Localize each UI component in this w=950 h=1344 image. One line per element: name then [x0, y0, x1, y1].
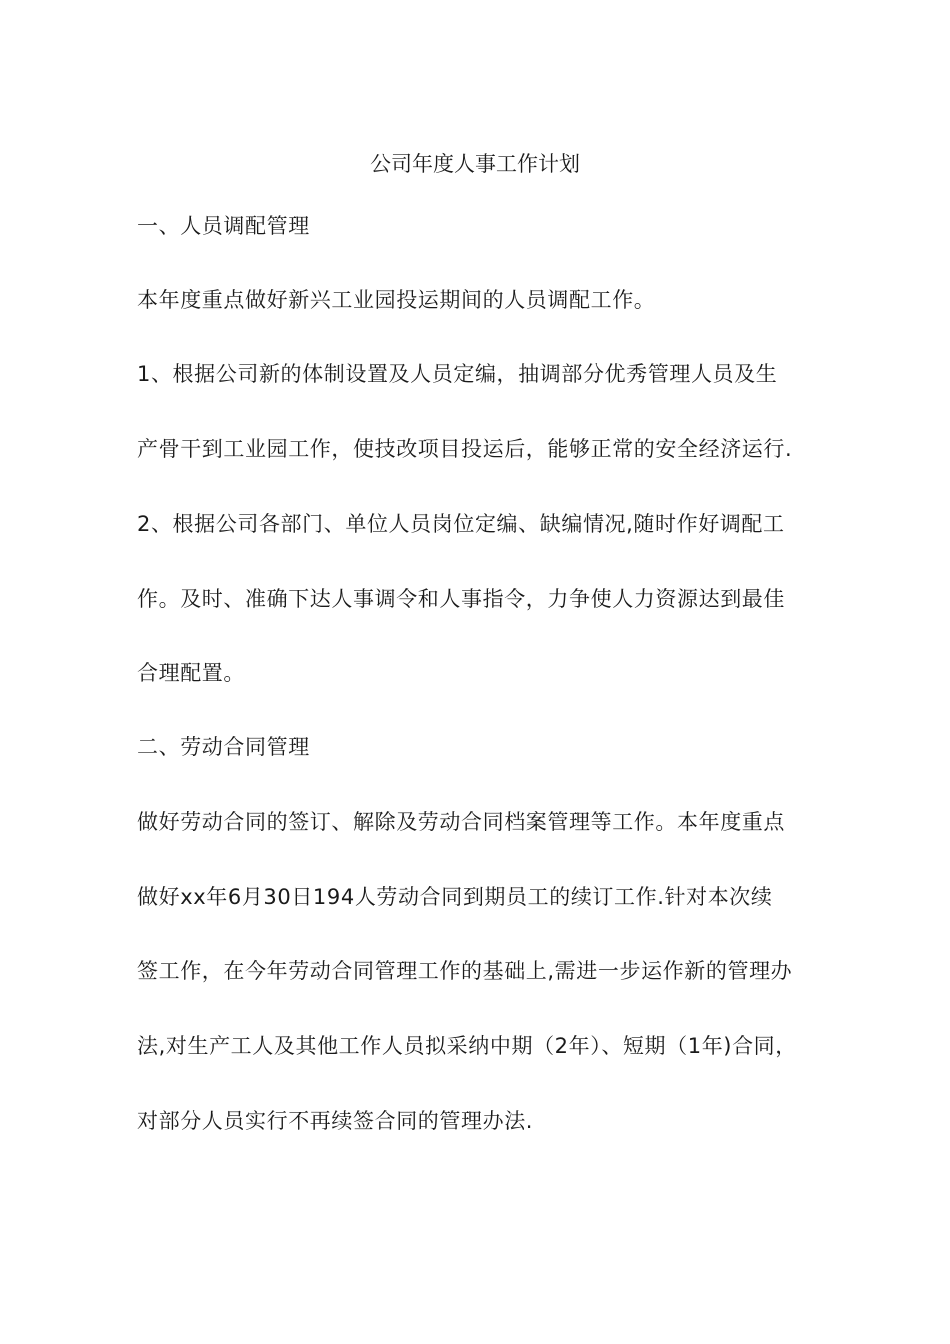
paragraph-line: 2、根据公司各部门、单位人员岗位定编、缺编情况,随时作好调配工	[137, 512, 785, 536]
paragraph-line: 合理配置。	[137, 661, 245, 685]
paragraph-line: 做好劳动合同的签订、解除及劳动合同档案管理等工作。本年度重点	[137, 810, 785, 834]
document-title: 公司年度人事工作计划	[370, 152, 580, 176]
paragraph-line: 对部分人员实行不再续签合同的管理办法.	[137, 1109, 534, 1133]
paragraph-line: 1、根据公司新的体制设置及人员定编，抽调部分优秀管理人员及生	[137, 362, 778, 386]
paragraph-line: 作。及时、准确下达人事调令和人事指令，力争使人力资源达到最佳	[137, 587, 785, 611]
section-heading-staff-allocation: 一、人员调配管理	[137, 214, 310, 238]
paragraph-line: 本年度重点做好新兴工业园投运期间的人员调配工作。	[137, 288, 656, 312]
paragraph-line: 法,对生产工人及其他工作人员拟采纳中期（2年）、短期（1年)合同，	[137, 1034, 797, 1058]
paragraph-line: 做好xx年6月30日194人劳动合同到期员工的续订工作.针对本次续	[137, 885, 773, 909]
paragraph-line: 签工作，在今年劳动合同管理工作的基础上,需进一步运作新的管理办	[137, 959, 793, 983]
paragraph-line: 产骨干到工业园工作，使技改项目投运后，能够正常的安全经济运行.	[137, 437, 793, 461]
section-heading-labor-contract: 二、劳动合同管理	[137, 735, 310, 759]
